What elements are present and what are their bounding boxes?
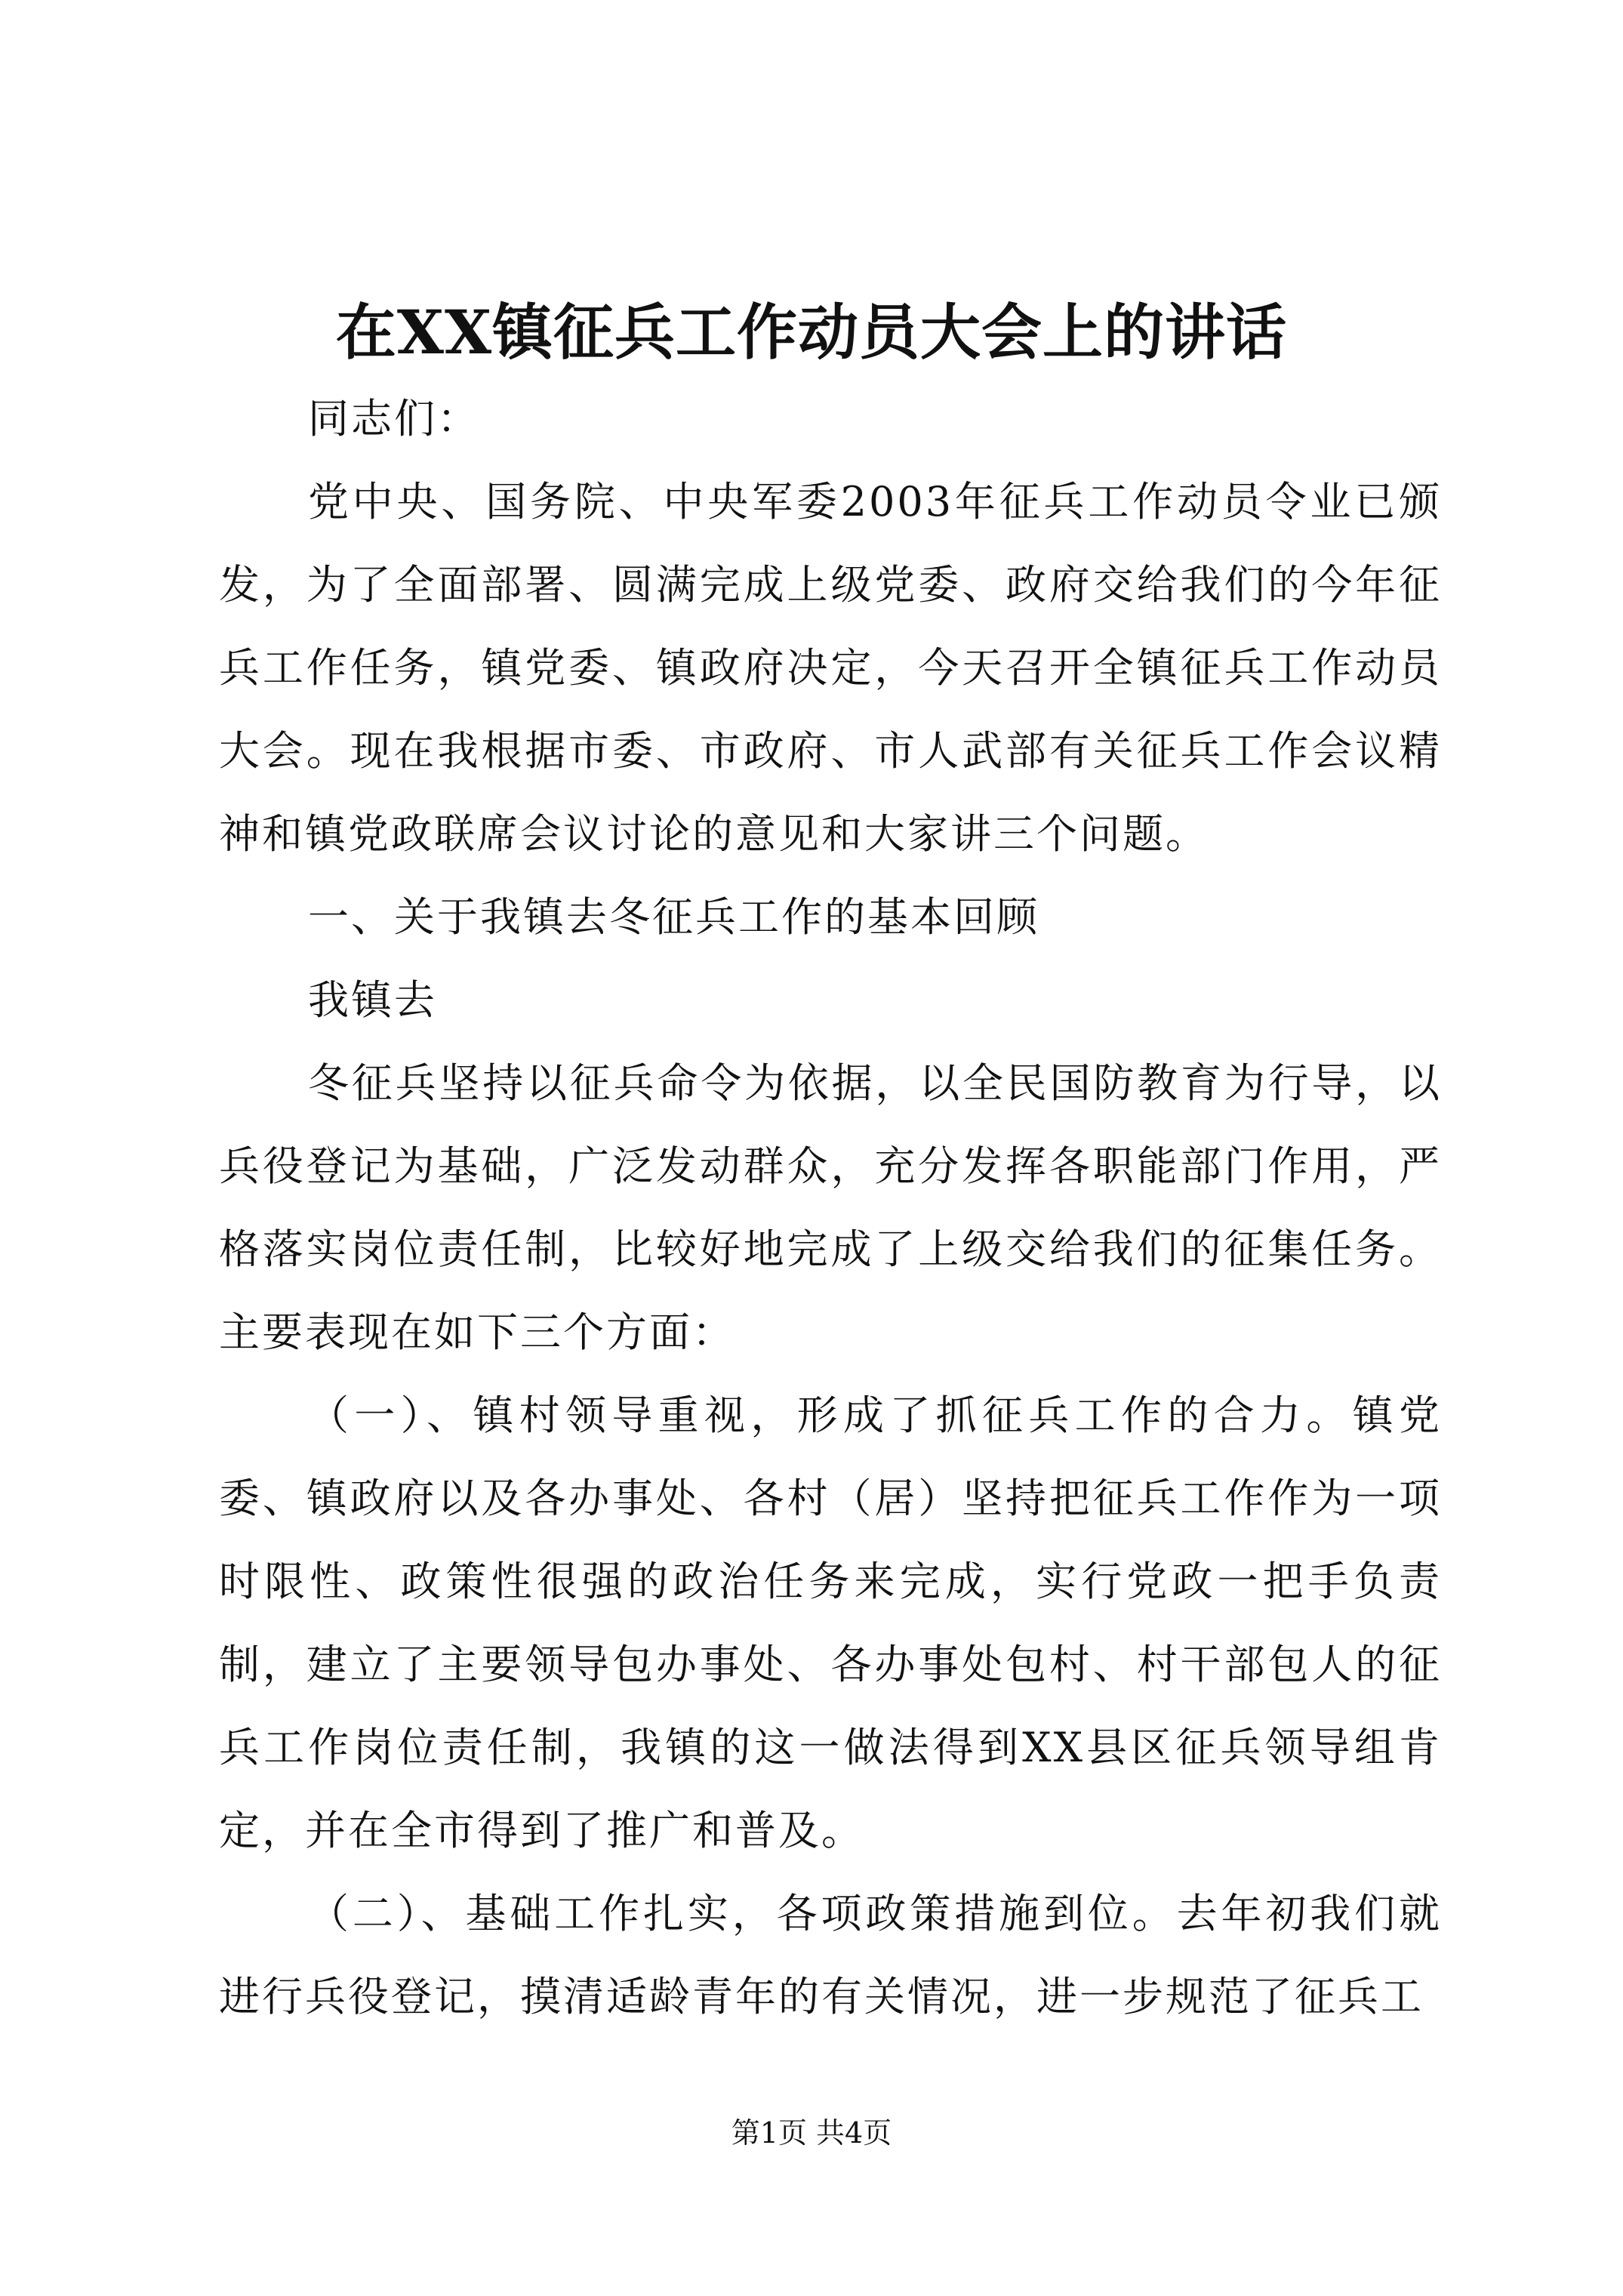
section-heading-1: 一、关于我镇去冬征兵工作的基本回顾 [308,893,1039,941]
paragraph-point-2: （二）、基础工作扎实，各项政策措施到位。去年初我们就进行兵役登记，摸清适龄青年的有关情况，进一步规范了征兵工 [219,1890,1442,2020]
document-body [219,378,1442,2039]
paragraph-intro: 党中央、国务院、中央军委2003年征兵工作动员令业已颁发，为了全面部署、圆满完成上级党委、政府交给我们的今年征兵工作任务，镇党委、镇政府决定，今天召开全镇征兵工作动员大会。现在我根据市委、市政府、市人武部有关征兵工作会议精神和镇党政联席会议讨论的意见和大家讲三个问题。 [219,478,1442,858]
document-title: 在XX镇征兵工作动员大会上的讲话 [335,297,1288,368]
paragraph-review: 冬征兵坚持以征兵命令为依据，以全民国防教育为行导，以兵役登记为基础，广泛发动群众，充分发挥各职能部门作用，严格落实岗位责任制，比较好地完成了上级交给我们的征集任务。主要表现在如下三个方面： [219,1059,1442,1356]
page-number-footer: 第1页 共4页 [731,2116,892,2150]
paragraph-fragment: 我镇去 [308,976,437,1024]
paragraph-salutation: 同志们： [308,395,480,442]
paragraph-point-1: （一）、镇村领导重视，形成了抓征兵工作的合力。镇党委、镇政府以及各办事处、各村（居）坚持把征兵工作作为一项时限性、政策性很强的政治任务来完成，实行党政一把手负责制，建立了主要领导包办事处、各办事处包村、村干部包人的征兵工作岗位责任制，我镇的这一做法得到XX县区征兵领导组肯定，并在全市得到了推广和普及。 [219,1391,1442,1854]
